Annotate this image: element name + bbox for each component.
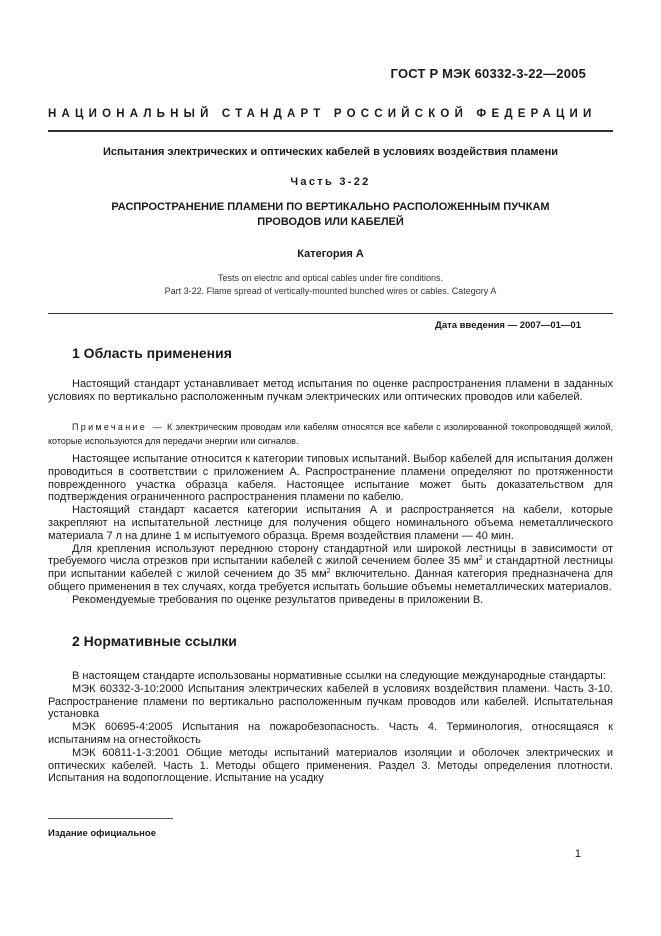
part-number: Часть 3-22 — [290, 176, 371, 188]
main-title-line-2: ПРОВОДОВ ИЛИ КАБЕЛЕЙ — [257, 216, 404, 228]
english-title — [48, 272, 613, 298]
section-1-heading: 1 Область применения — [72, 345, 232, 361]
paragraph-test-type: Настоящее испытание относится к категории типовых испытаний. Выбор кабелей для испытания должен проводиться в соответствии с приложением А. Распространение пламени определяют по протяженности поврежденного участка образца кабеля. Настоящее испытание может быть доказательством для подтверждения ограниченного распространения пламени по кабелю. — [48, 453, 613, 504]
section-2-heading: 2 Нормативные ссылки — [72, 633, 237, 649]
references-intro: В настоящем стандарте использованы нормативные ссылки на следующие международные стандарты: — [72, 670, 606, 682]
section-1-body — [48, 453, 613, 607]
note — [48, 420, 613, 448]
title-divider — [48, 313, 613, 314]
reference-item: МЭК 60332-3-10:2000 Испытания электрических кабелей в условиях воздействия пламени. Часть 3-10. Распространение пламени по вертикально расположенным пучкам проводов или кабелей. Испытательная установка — [48, 682, 613, 721]
scope-paragraph: Настоящий стандарт устанавливает метод испытания по оценке распространения пламени в заданных условиях по вертикально расположенным пучкам электрических или оптических проводов или кабелей. — [48, 378, 613, 403]
paragraph-recommendations: Рекомендуемые требования по оценке результатов приведены в приложении В. — [72, 593, 484, 606]
reference-item: МЭК 60811-1-3:2001 Общие методы испытаний материалов изоляции и оболочек электрических и оптических кабелей. Часть 1. Методы общего применения. Раздел 3. Методы определения плотности. Испытания на водопоглощение. Испытание на усадку — [48, 746, 613, 785]
note-text: К электрическим проводам или кабелям относятся все кабели с изолированной токопроводящей жилой, которые используются для передачи энергии или сигналов. — [48, 422, 613, 446]
paragraph-category-a: Настоящий стандарт касается категории испытания А и распространяется на кабели, которые закрепляют на испытательной лестнице для получения общего номинального объема неметаллического материала 7 л на длине 1 м испытуемого образца. Время воздействия пламени — 40 мин. — [48, 504, 613, 542]
document-code: ГОСТ Р МЭК 60332-3-22—2005 — [390, 66, 586, 81]
official-edition-label: Издание официальное — [48, 828, 156, 839]
english-title-line-1: Tests on electric and optical cables under fire conditions. — [217, 273, 444, 283]
section-1-paragraph-1 — [48, 378, 613, 404]
page-number: 1 — [574, 848, 581, 860]
note-label: Примечание — — [72, 422, 164, 432]
footer-divider — [48, 818, 173, 819]
national-standard-heading: НАЦИОНАЛЬНЫЙ СТАНДАРТ РОССИЙСКОЙ ФЕДЕРАЦИИ — [48, 108, 597, 120]
main-title-line-1: РАСПРОСТРАНЕНИЕ ПЛАМЕНИ ПО ВЕРТИКАЛЬНО РАСПОЛОЖЕННЫМ ПУЧКАМ — [111, 201, 550, 213]
section-2-body — [48, 670, 613, 785]
english-title-line-2: Part 3-22. Flame spread of vertically-mounted bunched wires or cables. Category A — [164, 286, 497, 296]
reference-item: МЭК 60695-4:2005 Испытания на пожаробезопасность. Часть 4. Терминология, относящаяся к испытаниям на огнестойкость — [48, 721, 613, 746]
standard-subtitle: Испытания электрических и оптических кабелей в условиях воздействия пламени — [103, 146, 558, 158]
category-label: Категория А — [297, 248, 364, 260]
main-title — [48, 200, 613, 230]
introduction-date: Дата введения — 2007—01—01 — [435, 320, 581, 331]
paragraph-ladder: Для крепления используют переднюю сторону стандартной или широкой лестницы в зависимости от требуемого числа отрезков при испытании кабелей с жилой сечением более 35 $мм^2$ и стандартной лестницы при испытании кабелей с жилой сечением до 35 $мм^2$ включительно. Данная категория предназначена для общего применения в тех случаях, когда требуется испытать большие объемы неметаллических материалов. — [48, 542, 613, 593]
top-divider — [48, 130, 613, 132]
